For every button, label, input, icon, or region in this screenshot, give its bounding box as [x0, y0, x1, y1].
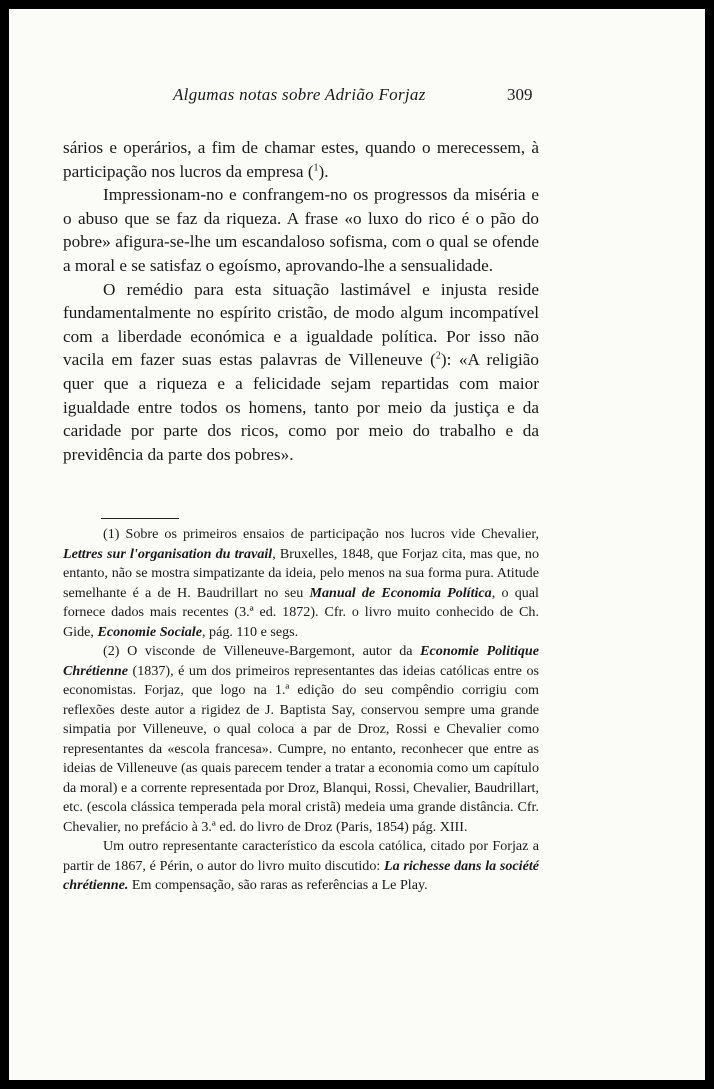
- citation-title: Lettres sur l'organisation du travail: [63, 545, 273, 562]
- main-text: [63, 136, 539, 466]
- citation-title: Manual de Economia Política: [309, 584, 492, 601]
- citation-title: Economie Politique Chrétienne: [63, 643, 539, 679]
- footnote-ref-1: 1: [313, 161, 319, 173]
- footnotes: [63, 525, 539, 896]
- page-header: [9, 85, 705, 109]
- footnote-mark-1: (1): [103, 526, 120, 542]
- citation-title: Economie Sociale: [97, 623, 202, 640]
- citation-title: La richesse dans la société chrétienne.: [63, 857, 540, 893]
- footnote-2: (2) O visconde de Villeneuve-Bargemont, autor da Economie Politique Chrétienne (1837), é um dos primeiros representantes das ideias católicas entre os economistas. Forjaz, que logo na 1.ª edição do seu compêndio corrigiu com reflexões deste autor a rigidez de J. Baptista Say, conservou sempre uma grande simpatia por Villeneuve, o qual coloca a par de Droz, Rossi e Chevalier como representantes da «escola francesa». Cumpre, no entanto, reconhecer que entre as ideias de Villeneuve (as quais parecem tender a tratar a economia como um capítulo da moral) e a corrente representada por Droz, Blanqui, Rossi, Chevalier, Baudrillart, etc. (escola clássica temperada pela moral cristã) medeia uma grande distância. Cfr. Chevalier, no prefácio à 3.ª ed. do livro de Droz (Paris, 1854) pág. XIII.: [63, 643, 539, 835]
- book-page: [9, 9, 705, 1080]
- footnote-ref-2: 2: [435, 350, 441, 362]
- paragraph-2: Impressionam-no e confrangem-no os progressos da miséria e o abuso que se faz da riqueza. A frase «o luxo do rico é o pão do pobre» afigura-se-lhe um escandaloso sofisma, com o qual se ofende a moral e se satisfaz o egoísmo, aprovando-lhe a sensualidade.: [63, 185, 539, 275]
- running-title: Algumas notas sobre Adrião Forjaz: [173, 85, 426, 104]
- footnote-3: Um outro representante característico da escola católica, citado por Forjaz a partir de 1867, é Périn, o autor do livro muito discutido: La richesse dans la société chrétienne. Em compensação, são raras as referências a Le Play.: [63, 838, 540, 893]
- footnote-divider: [101, 518, 179, 519]
- paragraph-1: sários e operários, a fim de chamar estes, quando o merecessem, à participação nos lucros da empresa ($^1$).: [63, 138, 539, 181]
- paragraph-3: O remédio para esta situação lastimável e injusta reside fundamentalmente no espírito cristão, de modo algum incompatível com a liberdade económica e a igualdade política. Por isso não vacila em fazer suas estas palavras de Villeneuve ($^2$): «A religião quer que a riqueza e a felicidade sejam repartidas com maior igualdade entre todos os homens, tanto por meio da justiça e da caridade por parte dos ricos, como por meio do trabalho e da previdência da parte dos pobres».: [63, 279, 539, 464]
- page-number: 309: [507, 85, 533, 104]
- footnote-mark-2: (2): [103, 643, 120, 659]
- footnote-1: (1) Sobre os primeiros ensaios de participação nos lucros vide Chevalier, Lettres sur l'organisation du travail, Bruxelles, 1848, que Forjaz cita, mas que, no entanto, não se mostra simpatizante da ideia, pelo menos na sua forma pura. Atitude semelhante é a de H. Baudrillart no seu Manual de Economia Política, o qual fornece dados mais recentes (3.ª ed. 1872). Cfr. o livro muito conhecido de Ch. Gide, Economie Sociale, pág. 110 e segs.: [63, 526, 539, 640]
